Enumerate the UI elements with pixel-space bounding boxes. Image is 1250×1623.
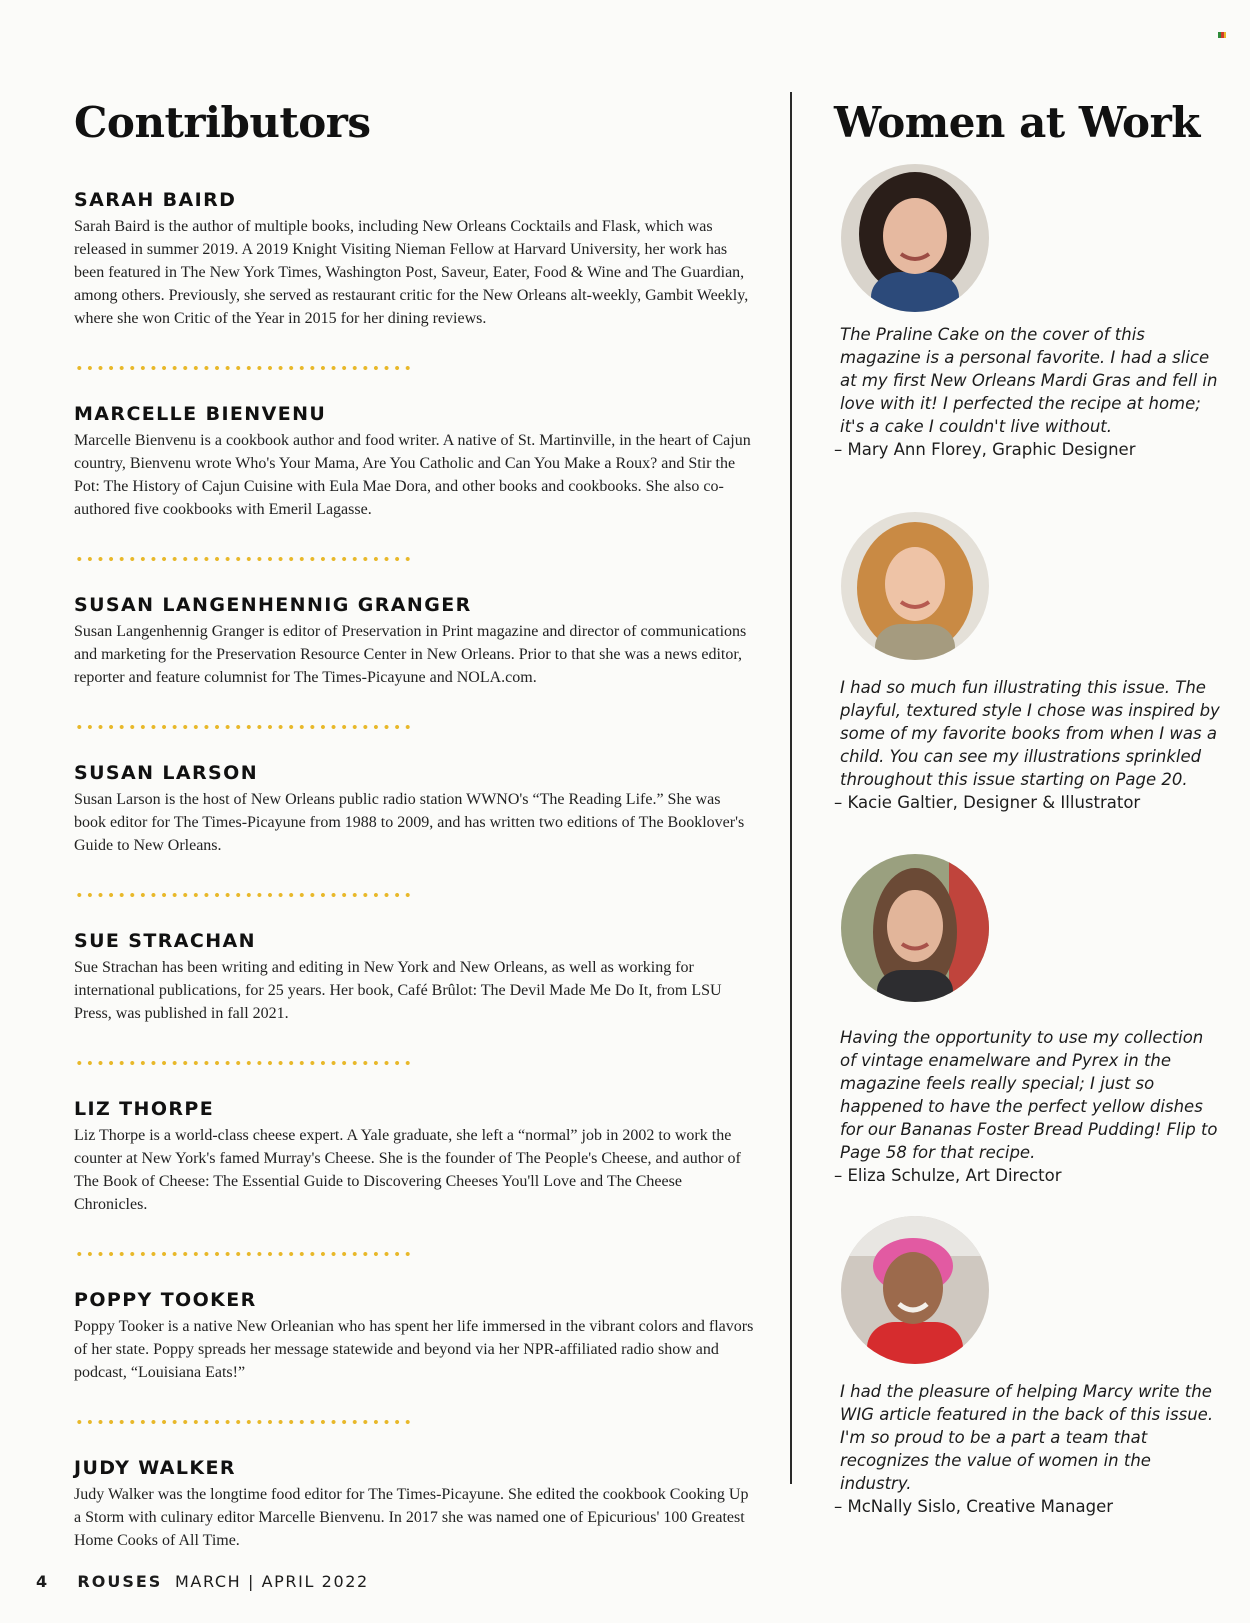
portrait-photo <box>841 164 989 312</box>
contributor-bio: Susan Langenhennig Granger is editor of Preservation in Print magazine and director of communications and marketing for the Preservation Resource Center in New Orleans. Prior to that she was a news editor, reporter and feature columnist for The Times-Picayune and NOLA.com. <box>74 623 747 686</box>
dotted-divider <box>74 893 414 897</box>
contributor-bio: Sue Strachan has been writing and editing in New York and New Orleans, as well as working for international publications, for 25 years. Her book, Café Brûlot: The Devil Made Me Do It, from LSU Press, was published in fall 2021. <box>74 959 722 1022</box>
issue-date: MARCH | APRIL 2022 <box>175 1572 369 1591</box>
quote-attribution: – Kacie Galtier, Designer & Illustrator <box>834 793 1141 812</box>
contributor-entry <box>74 1095 754 1216</box>
contributors-heading: Contributors <box>74 98 371 147</box>
contributor-name: SUSAN LANGENHENNIG GRANGER <box>74 594 472 616</box>
contributor-name: SUE STRACHAN <box>74 930 256 952</box>
color-registration-icon <box>1218 32 1226 38</box>
contributor-name: SUSAN LARSON <box>74 762 258 784</box>
dotted-divider <box>74 725 414 729</box>
page-number: 4 <box>36 1572 49 1591</box>
dotted-divider <box>74 1420 414 1424</box>
women-at-work-heading: Women at Work <box>834 98 1200 147</box>
contributor-entry <box>74 1454 754 1552</box>
contributor-bio: Susan Larson is the host of New Orleans public radio station WWNO's “The Reading Life.” She was book editor for The Times-Picayune from 1988 to 2009, and has written two editions of The Booklover's Guide to New Orleans. <box>74 791 745 854</box>
contributor-entry <box>74 591 754 689</box>
column-divider <box>790 92 792 1484</box>
dotted-divider <box>74 1252 414 1256</box>
contributor-bio: Liz Thorpe is a world-class cheese expert. A Yale graduate, she left a “normal” job in 2002 to work the counter at New York's famed Murray's Cheese. She is the founder of The People's Cheese, and author of The Book of Cheese: The Essential Guide to Discovering Cheeses You'll Love and The Cheese Chronicles. <box>74 1127 741 1213</box>
staff-quote <box>834 676 1220 814</box>
quote-text: I had so much fun illustrating this issue. The playful, textured style I chose was inspired by some of my favorite books from when I was a child. You can see my illustrations sprinkled throughout this issue starting on Page 20. <box>840 678 1220 789</box>
contributors-list <box>74 186 754 1552</box>
brand-wordmark: ROUSES <box>77 1572 163 1591</box>
portrait-photo <box>841 854 989 1002</box>
contributor-bio: Marcelle Bienvenu is a cookbook author and food writer. A native of St. Martinville, in the heart of Cajun country, Bienvenu wrote Who's Your Mama, Are You Catholic and Can You Make a Roux? and Stir the Pot: The History of Cajun Cuisine with Eula Mae Dora, and other books and cookbooks. She also co-authored five cookbooks with Emeril Lagasse. <box>74 432 751 518</box>
page-footer <box>36 1572 369 1591</box>
dotted-divider <box>74 1061 414 1065</box>
contributor-entry <box>74 927 754 1025</box>
dotted-divider <box>74 366 414 370</box>
contributor-entry <box>74 759 754 857</box>
quote-text: Having the opportunity to use my collection of vintage enamelware and Pyrex in the magazine feels really special; I just so happened to have the perfect yellow dishes for our Bananas Foster Bread Pudding! Flip to Page 58 for that recipe. <box>840 1028 1218 1162</box>
staff-quote <box>834 1026 1220 1187</box>
portrait-photo <box>841 1216 989 1364</box>
contributor-name: JUDY WALKER <box>74 1457 236 1479</box>
contributor-name: SARAH BAIRD <box>74 189 237 211</box>
quote-text: I had the pleasure of helping Marcy write the WIG article featured in the back of this issue. I'm so proud to be a part a team that recognizes the value of women in the industry. <box>840 1382 1214 1493</box>
quote-attribution: – Eliza Schulze, Art Director <box>834 1166 1062 1185</box>
dotted-divider <box>74 557 414 561</box>
contributor-name: LIZ THORPE <box>74 1098 215 1120</box>
contributor-entry <box>74 400 754 521</box>
contributor-name: POPPY TOOKER <box>74 1289 257 1311</box>
quote-text: The Praline Cake on the cover of this magazine is a personal favorite. I had a slice at my first New Orleans Mardi Gras and fell in love with it! I perfected the recipe at home; it's a cake I couldn't live without. <box>840 325 1218 436</box>
quote-attribution: – McNally Sislo, Creative Manager <box>834 1497 1114 1516</box>
contributor-name: MARCELLE BIENVENU <box>74 403 327 425</box>
staff-quote <box>834 1380 1220 1518</box>
contributor-entry <box>74 1286 754 1384</box>
contributor-bio: Poppy Tooker is a native New Orleanian who has spent her life immersed in the vibrant colors and flavors of her state. Poppy spreads her message statewide and beyond via her NPR-affiliated radio show and podcast, “Louisiana Eats!” <box>74 1318 754 1381</box>
quote-attribution: – Mary Ann Florey, Graphic Designer <box>834 440 1136 459</box>
contributor-entry <box>74 186 754 330</box>
staff-quote <box>834 323 1220 461</box>
contributor-bio: Judy Walker was the longtime food editor for The Times-Picayune. She edited the cookbook Cooking Up a Storm with culinary editor Marcelle Bienvenu. In 2017 she was named one of Epicurious' 100 Greatest Home Cooks of All Time. <box>74 1486 749 1549</box>
contributor-bio: Sarah Baird is the author of multiple books, including New Orleans Cocktails and Flask, which was released in summer 2019. A 2019 Knight Visiting Nieman Fellow at Harvard University, her work has been featured in The New York Times, Washington Post, Saveur, Eater, Food & Wine and The Guardian, among others. Previously, she served as restaurant critic for the New Orleans alt-weekly, Gambit Weekly, where she won Critic of the Year in 2015 for her dining reviews. <box>74 218 749 327</box>
portrait-photo <box>841 512 989 660</box>
